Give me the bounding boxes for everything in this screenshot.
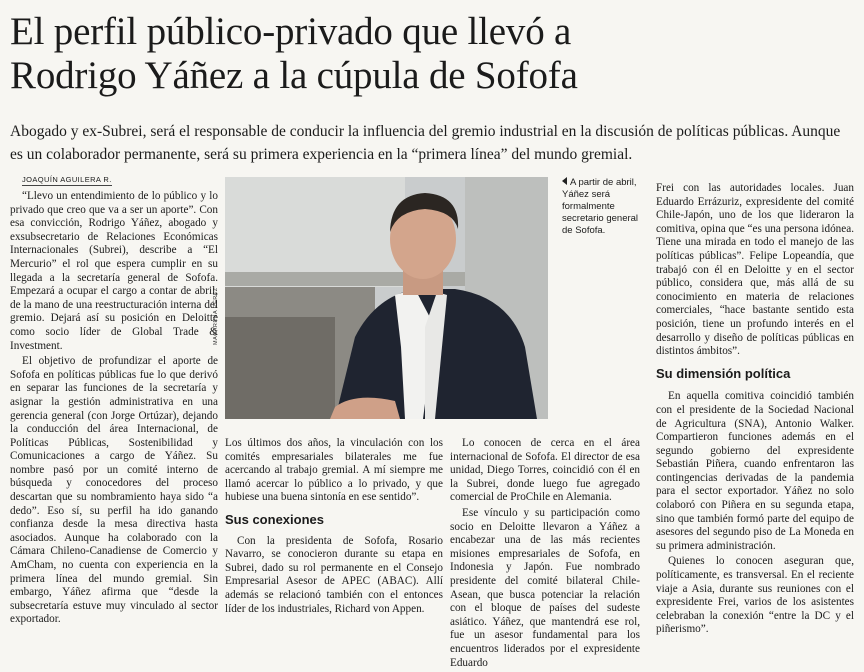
headline-line-1: El perfil público-privado que llevó a — [10, 10, 572, 53]
column-3 — [450, 437, 640, 672]
subhead-connections: Sus conexiones — [225, 511, 324, 527]
portrait-illustration — [225, 177, 548, 419]
col3-paragraph-2: Ese vínculo y su participación como socio en Deloitte llevaron a Yáñez a encabezar una de las más recientes misiones empresariales de Sofofa, en Indonesia y Japón. Fue nombrado presidente del comité bilateral Chile-Asean, que busca potenciar la relación con el bloque de países del sudeste asiático. Yáñez, que mantendrá ese rol, fue un asesor fundamental para los encuentros liderados por el expresidente Eduardo — [450, 506, 640, 669]
headline — [10, 10, 855, 98]
col2-paragraph-1: Los últimos dos años, la vinculación con los comités empresariales bilaterales me fue acercando al trabajo gremial. A mí siempre me llamó acercar lo público a lo privado, y que hubiese una buena sintonía en ese sentido”. — [225, 437, 443, 504]
col3-paragraph-1: Lo conocen de cerca en el área internacional de Sofofa. El director de esa unidad, Diego Torres, coincidió con él en la Subrei, donde luego fue agregado comercial de ProChile en Alemania. — [450, 437, 640, 504]
column-2 — [225, 437, 443, 618]
column-4 — [656, 182, 854, 639]
col1-paragraph-2: El objetivo de profundizar el aporte de Sofofa en políticas públicas fue lo que derivó en separar las funciones de la secretaría y asignar la gestión administrativa en una gerencia general (con Jorge Ortúzar), dejando la conducción del área Internacional, de Políticas Públicas, Sostenibilidad y Comunicaciones a cargo de Yáñez. Su nombre pasó por un comité interno de búsqueda y conocedores del proceso descartan que su nombramiento haya sido “a dedo”. Eso sí, su perfil ha ido ganando confianza desde la mesa directiva hasta asociados. Aunque ha colaborado con la Cámara Chileno-Canadiense de Comercio y AmCham, no cuenta con experiencia en la primera línea del mundo gremial. Sin embargo, Yáñez afirma que “desde la subsecretaría estuve muy vinculado al sector exportador. — [10, 355, 218, 626]
headline-line-2: Rodrigo Yáñez a la cúpula de Sofofa — [10, 54, 578, 97]
deck: Abogado y ex-Subrei, será el responsable de conducir la influencia del gremio industrial en la discusión de políticas públicas. Aunque es un colaborador permanente, será su primera experiencia en la “primera línea” del mundo gremial. — [10, 123, 841, 163]
photo-caption: A partir de abril, Yáñez será formalmente secretario general de Sofofa. — [562, 177, 650, 237]
col1-paragraph-1: “Llevo un entendimiento de lo público y lo privado que creo que va a ser un aporte”. Con esa convicción, Rodrigo Yáñez, abogado y exsubsecretario de Relaciones Económicas Internacionales (Subrei), describe a “El Mercurio” el rol que espera cumplir en su llegada a la secretaría general de Sofofa. Empezará a ocupar el cargo a contar de abril, de la mano de una reestructuración interna del gremio. Dejará así su posición en Deloitte como socio líder de Global Trade & Investment. — [10, 190, 218, 352]
byline: JOAQUÍN AGUILERA R. — [22, 175, 112, 184]
subhead-political-dimension: Su dimensión política — [656, 365, 791, 381]
column-1 — [10, 190, 218, 629]
col4-paragraph-2: En aquella comitiva coincidió también con el presidente de la Sociedad Nacional de Agricultura (SNA), Antonio Walker. Compartieron funciones además en el segundo gobierno del expresidente Sebastián Piñera, cuando enfrentaron las contingencias derivadas de la pandemia para el sector exportador. Yáñez no solo colaboró con Piñera en su segunda etapa, sino que también formó parte del equipo de asesores del segundo piso de La Moneda en su primera administración. — [656, 390, 854, 552]
col4-paragraph-1: Frei con las autoridades locales. Juan Eduardo Errázuriz, expresidente del comité Chile-Japón, uno de los que lideraron la comitiva, opina que “es una persona idónea. Tiene una mirada en todo el manejo de las políticas públicas”. Felipe Lopeandía, que trabajó con él en Deloitte y en el sector público, considera que, más allá de su conocimiento en materia de relaciones comerciales, “hace bastante sentido esta posición, tiene un profundo interés en el desarrollo y diseño de políticas públicas en distintos ámbitos”. — [656, 182, 854, 358]
portrait-photo — [225, 177, 548, 419]
photo-credit: MACARENA PÉREZ — [213, 287, 219, 345]
col2-paragraph-2: Con la presidenta de Sofofa, Rosario Navarro, se conocieron durante su etapa en Subrei, dado su rol permanente en el Consejo Empresarial Asesor de APEC (ABAC). Allí además se relacionó también con el entonces líder de los industriales, Richard von Appen. — [225, 534, 443, 615]
col4-paragraph-3: Quienes lo conocen aseguran que, políticamente, es transversal. En el reciente viaje a Asia, durante sus reuniones con el expresidente Frei, varios de los asistentes celebraban la conexión “entre la DC y el piñerismo”. — [656, 555, 854, 636]
